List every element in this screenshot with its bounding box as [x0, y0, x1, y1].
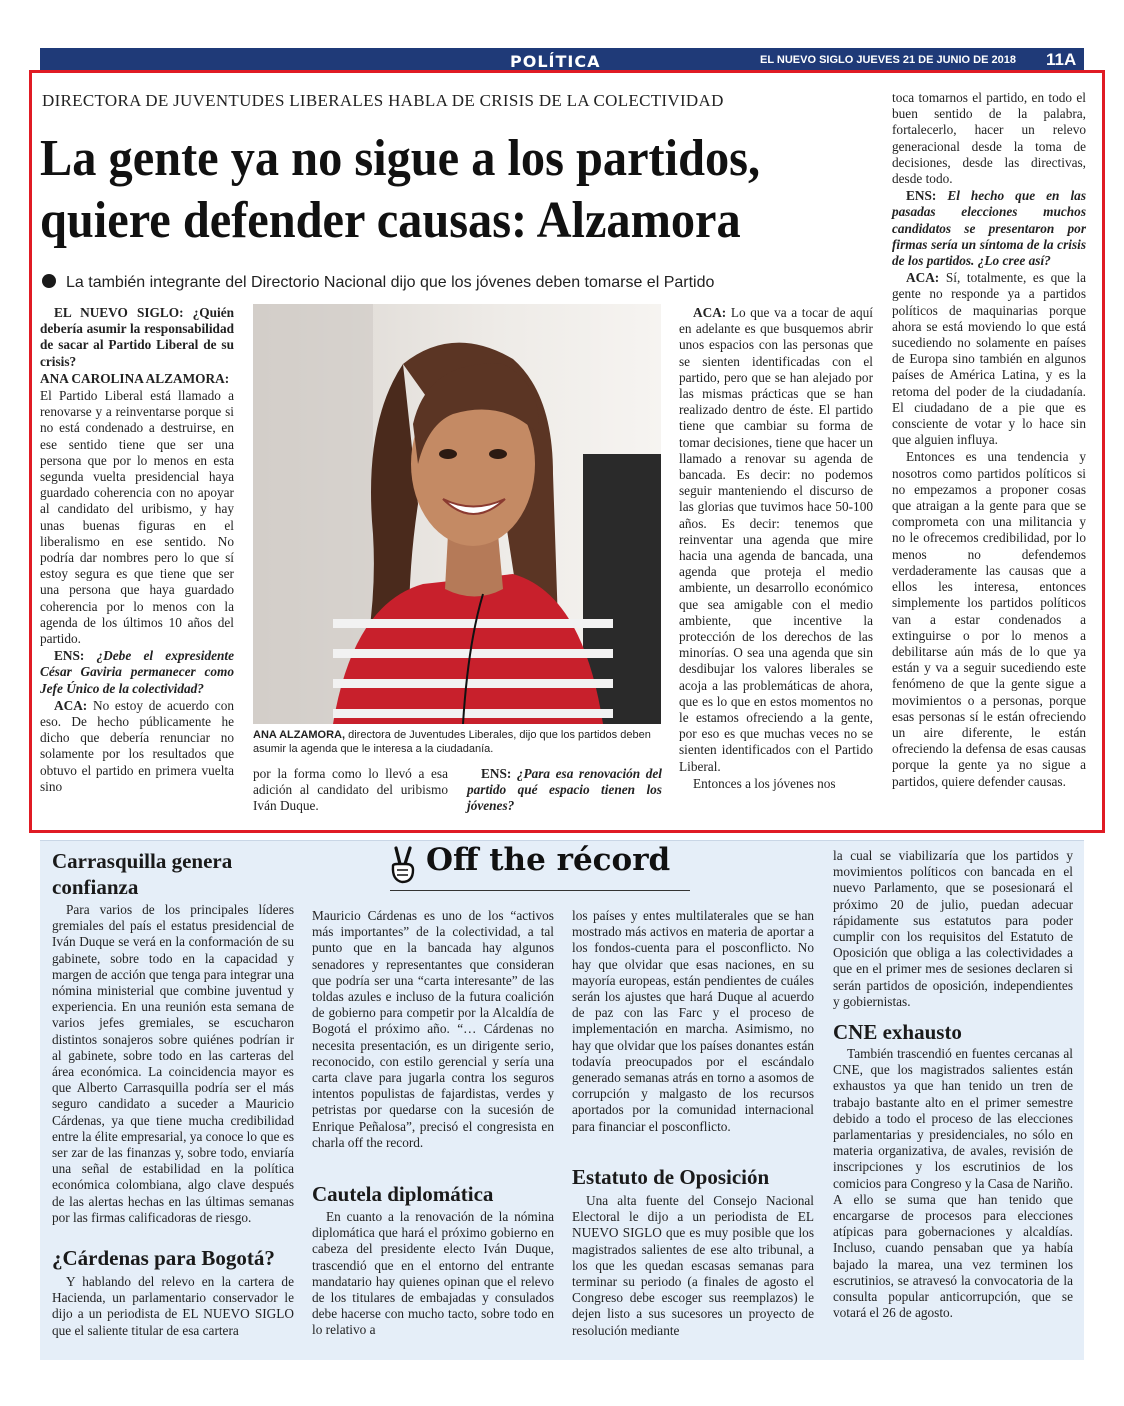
column-4-closing: Entonces es una tendencia y nosotros como partidos políticos si no empezamos a proponer cosas que atraigan a la gente para que se comprometa con una militancia y no le ofrecemos credibilidad, por lo menos no defendemos verdaderamente las causas que a ellos les interesa, entonces simplemente los partidos políticos van a estar condenados a extinguirse o por lo menos a debilitarse aún más de lo que ya están y va a seguir sucediendo este fenómeno de que la gente sigue a movimientos o a personas, porque esas personas sí le están ofreciendo un aire diferente, le están ofreciendo la defensa de esas causas porque la gente ya no sigue a partidos, quiere defender causas.	[892, 449, 1086, 789]
caption-name: ANA ALZAMORA,	[253, 729, 346, 741]
answer-4-text: Sí, totalmente, es que la gente no responde ya a partidos políticos de maquinarias porque ahora se está moviendo lo que está sucediendo no solamente en países de Europa sino también en algunos países de América Latina, y es la retoma del poder de la ciudadanía. El ciudadano de a pie que es consciente de votar y lo hace sin que alguien influya.	[892, 270, 1086, 448]
heading-estatuto: Estatuto de Oposición	[572, 1165, 770, 1189]
brief-estatuto-continued	[833, 848, 1073, 1010]
brief-carrasquilla	[52, 902, 294, 1226]
answer-1: El Partido Liberal está llamado a renovarse y a reinventarse porque si no está condenado a destruirse, en ese sentido tiene que ser una persona que por lo menos en esta segunda vuelta presidencial haya guardado coherencia con no apoyar al candidato del uribismo, y hay unas buenas figuras en el liberalismo en ese sentido. No podría dar nombres pero lo que sí estoy segura es que tiene que ser una persona que haya guardado coherencia por lo menos con la agenda de los últimos 10 años del partido.	[40, 388, 234, 647]
page-number: 11A	[1046, 50, 1077, 69]
answer-2-text: No estoy de acuerdo con eso. De hecho públicamente he dicho que debería renunciar no solamente por los resultados que obtuvo el partido en primera vuelta sino	[40, 697, 234, 794]
masthead-date: EL NUEVO SIGLO JUEVES 21 DE JUNIO DE 2018	[760, 54, 1016, 66]
brief-cautela-text: En cuanto a la renovación de la nómina diplomática que hará el próximo gobierno en cabeza del presidente electo Iván Duque, trascendió que en el entorno del entrante mandatario hay quienes opinan que el relevo de los titulares de embajadas y consulados debe hacerse con mucho tacto, sobre todo en lo relativo a	[312, 1209, 554, 1338]
brief-cne-text: También trascendió en fuentes cercanas al CNE, que los magistrados salientes están exhaustos ya que han tenido un tren de trabajo bastante alto en el primer semestre debido a todo el proceso de las elecciones parlamentarias y presidenciales, no sólo en materia organizativa, de avales, revisión de inscripciones y los escrutinios de los comicios para Congreso y la Casa de Nariño. A ello se suma que han tenido que encargarse de procesos para elecciones atípicas para gobernaciones y alcaldías. Incluso, cuando pensaban que ya había bajado la marea, una vez terminen los escrutinios, se atravesó la convocatoria de la consulta popular anticorrupción, que se votará el 26 de agosto.	[833, 1046, 1074, 1321]
answer-1-speaker: ANA CAROLINA ALZAMORA:	[40, 370, 230, 386]
headline-line-1: La gente ya no sigue a los partidos,	[40, 130, 761, 187]
brief-cautela-continued-text: los países y entes multilaterales que se han mostrado más activos en materia de aportar a los fondos-cuenta para el posconflicto. No hay que olvidar que esas naciones, en su mayoría europeas, están pendientes de cuáles serán los ajustes que hará Duque al acuerdo de paz con las Farc y el proceso de implementación en marcha. Asimismo, no hay que olvidar que los países donantes están todavía preocupados por el escándalo generado semanas atrás en torno a asomos de corrupción y malgasto de los recursos aportados por la comunidad internacional para financiar el posconflicto.	[572, 908, 814, 1134]
brief-cardenas-continued-text: Mauricio Cárdenas es uno de los “activos más importantes” de la colectividad, a tal punto que en la bancada hay algunos senadores y representantes que consideran que podría ser una “carta interesante” de las toldas azules e incluso de la futura coalición de gobierno para competir por la Alcaldía de Bogotá el próximo año. “… Cárdenas no necesita presentación, es un dirigente serio, reconocido, con estilo gerencial y sería una carta clave para jugarla contra los seguros intentos populistas de fajardistas, verdes y petristas por quedarse con la sucesión de Enrique Peñalosa”, precisó el congresista en charla off the record.	[312, 908, 554, 1150]
brief-cardenas	[52, 1274, 294, 1339]
heading-cautela: Cautela diplomática	[312, 1182, 494, 1206]
answer-2-label: ACA:	[54, 697, 88, 713]
heading-cardenas: ¿Cárdenas para Bogotá?	[52, 1246, 275, 1270]
answer-3-continued: Entonces a los jóvenes nos	[693, 775, 836, 791]
highlight-frame	[29, 70, 1105, 833]
off-the-record-title: Off the récord	[426, 842, 671, 878]
question-1: EL NUEVO SIGLO: ¿Quién debería asumir la responsabilidad de sacar al Partido Liberal de su crisis?	[40, 305, 234, 369]
brief-estatuto-text: Una alta fuente del Consejo Nacional Electoral le dijo a un periodista de EL NUEVO SIGLO que es muy posible que los magistrados salientes de ese alto tribunal, a los que les quedan escasas semanas para terminar su periodo (a finales de agosto el Congreso debe escoger sus reemplazos) le dejen listo a sus sucesores un proyecto de resolución mediante	[572, 1193, 814, 1338]
answer-4-label: ACA:	[906, 270, 940, 286]
brief-cautela-continued	[572, 908, 814, 1135]
brief-cautela	[312, 1209, 554, 1339]
brief-cne	[833, 1046, 1073, 1321]
question-4-text: El hecho que en las pasadas elecciones muchos candidatos se presentaron por firmas sería un síntoma de la crisis de los partidos. ¿Lo cree así?	[892, 188, 1086, 269]
headline-line-2: quiere defender causas: Alzamora	[40, 192, 741, 249]
answer-3-text: Lo que va a tocar de aquí en adelante es que busquemos abrir unos espacios con las personas que se sienten identificadas con el partido, pero que se han alejado por las mismas prácticas que se han realizado dentro de éste. El partido tiene que cambiar su forma de tomar decisiones, tiene que hacer un llamado a renovar su agenda de bancada. Es decir: no podemos seguir manteniendo el discurso de las glorias que tuvimos hace 50-100 años. Es decir: tenemos que reinventar una agenda que mire hacia una agenda de bancada, una agenda que proteja el medio ambiente, un desarrollo económico que sea amigable con el medio ambiente, que incentive la protección de los derechos de las minorías. O sea una agenda que sin desdibujar los valores liberales se acoja a las problemáticas de ahora, que es lo que en estos momentos no le estamos ofreciendo a la gente, por eso es que muchas veces no se sienten identificados con el Partido Liberal.	[679, 305, 873, 774]
caption-text: directora de Juventudes Liberales, dijo que los partidos deben asumir la agenda que le interesa a la ciudadanía.	[253, 729, 651, 755]
brief-carrasquilla-text: Para varios de los principales líderes gremiales del país el estatus presidencial de Iván Duque se verá en la conformación de su gabinete, sobre todo en la capacidad y margen de acción que tenga para integrar una nómina ministerial que combine juventud y experiencia. En una reunión esta semana de varios jefes gremiales, se escucharon distintos sonajeros sobre quiénes podrían ir al gabinete, sobre todo en las carteras del área económica. La coincidencia mayor es que Alberto Carrasquilla podría ser el más seguro candidato a suceder a Mauricio Cárdenas, ya que tiene mucha credibilidad entre la élite empresarial, ya conoce lo que es ser zar de las finanzas y, sobre todo, enviaría una señal de estabilidad en la política económica colombiana, algo clave después de las alertas hechas en las últimas semanas por las firmas calificadoras de riesgo.	[52, 902, 294, 1225]
brief-cardenas-continued	[312, 908, 554, 1151]
subhead-text: La también integrante del Directorio Nacional dijo que los jóvenes deben tomarse el Partido	[66, 274, 715, 291]
peace-hand-icon	[388, 846, 418, 889]
brief-estatuto-continued-text: la cual se viabilizaría que los partidos y movimientos políticos con bancada en el nuevo Parlamento, que se posesionará el próximo 20 de julio, puedan adecuar rápidamente sus estatutos para poder cumplir con los requisitos del Estatuto de Oposición que obliga a las colectividades a que en el primer mes de sesiones declaren si serán partidos de oposición, independientes y gobiernistas.	[833, 848, 1073, 1009]
column-2a-text: por la forma como lo llevó a esa adición al candidato del uribismo Iván Duque.	[253, 766, 448, 814]
heading-cne: CNE exhausto	[833, 1020, 962, 1044]
answer-3-label: ACA:	[693, 305, 727, 320]
column-4-intro: toca tomarnos el partido, en todo el buen sentido de la palabra, fortalecerlo, hacer un relevo generacional desde la toma de decisiones, desde las directivas, desde todo.	[892, 90, 1086, 187]
question-3-text: ¿Para esa renovación del partido qué espacio tienen los jóvenes?	[467, 766, 662, 814]
brief-cardenas-text: Y hablando del relevo en la cartera de Hacienda, un parlamentario conservador le dijo a un periodista de EL NUEVO SIGLO que el saliente titular de esa cartera	[52, 1274, 294, 1338]
article-kicker: DIRECTORA DE JUVENTUDES LIBERALES HABLA DE CRISIS DE LA COLECTIVIDAD	[42, 91, 724, 110]
section-label: POLÍTICA	[510, 52, 601, 71]
question-2-text: ¿Debe el expresidente César Gaviria permanecer como Jefe Único de la colectividad?	[40, 648, 234, 696]
brief-estatuto	[572, 1193, 814, 1339]
heading-carrasquilla: Carrasquilla genera confianza	[52, 849, 233, 899]
title-rule	[390, 890, 690, 891]
question-4-label: ENS:	[906, 188, 937, 204]
question-2-label: ENS:	[54, 648, 85, 664]
question-3-label: ENS:	[481, 766, 512, 781]
